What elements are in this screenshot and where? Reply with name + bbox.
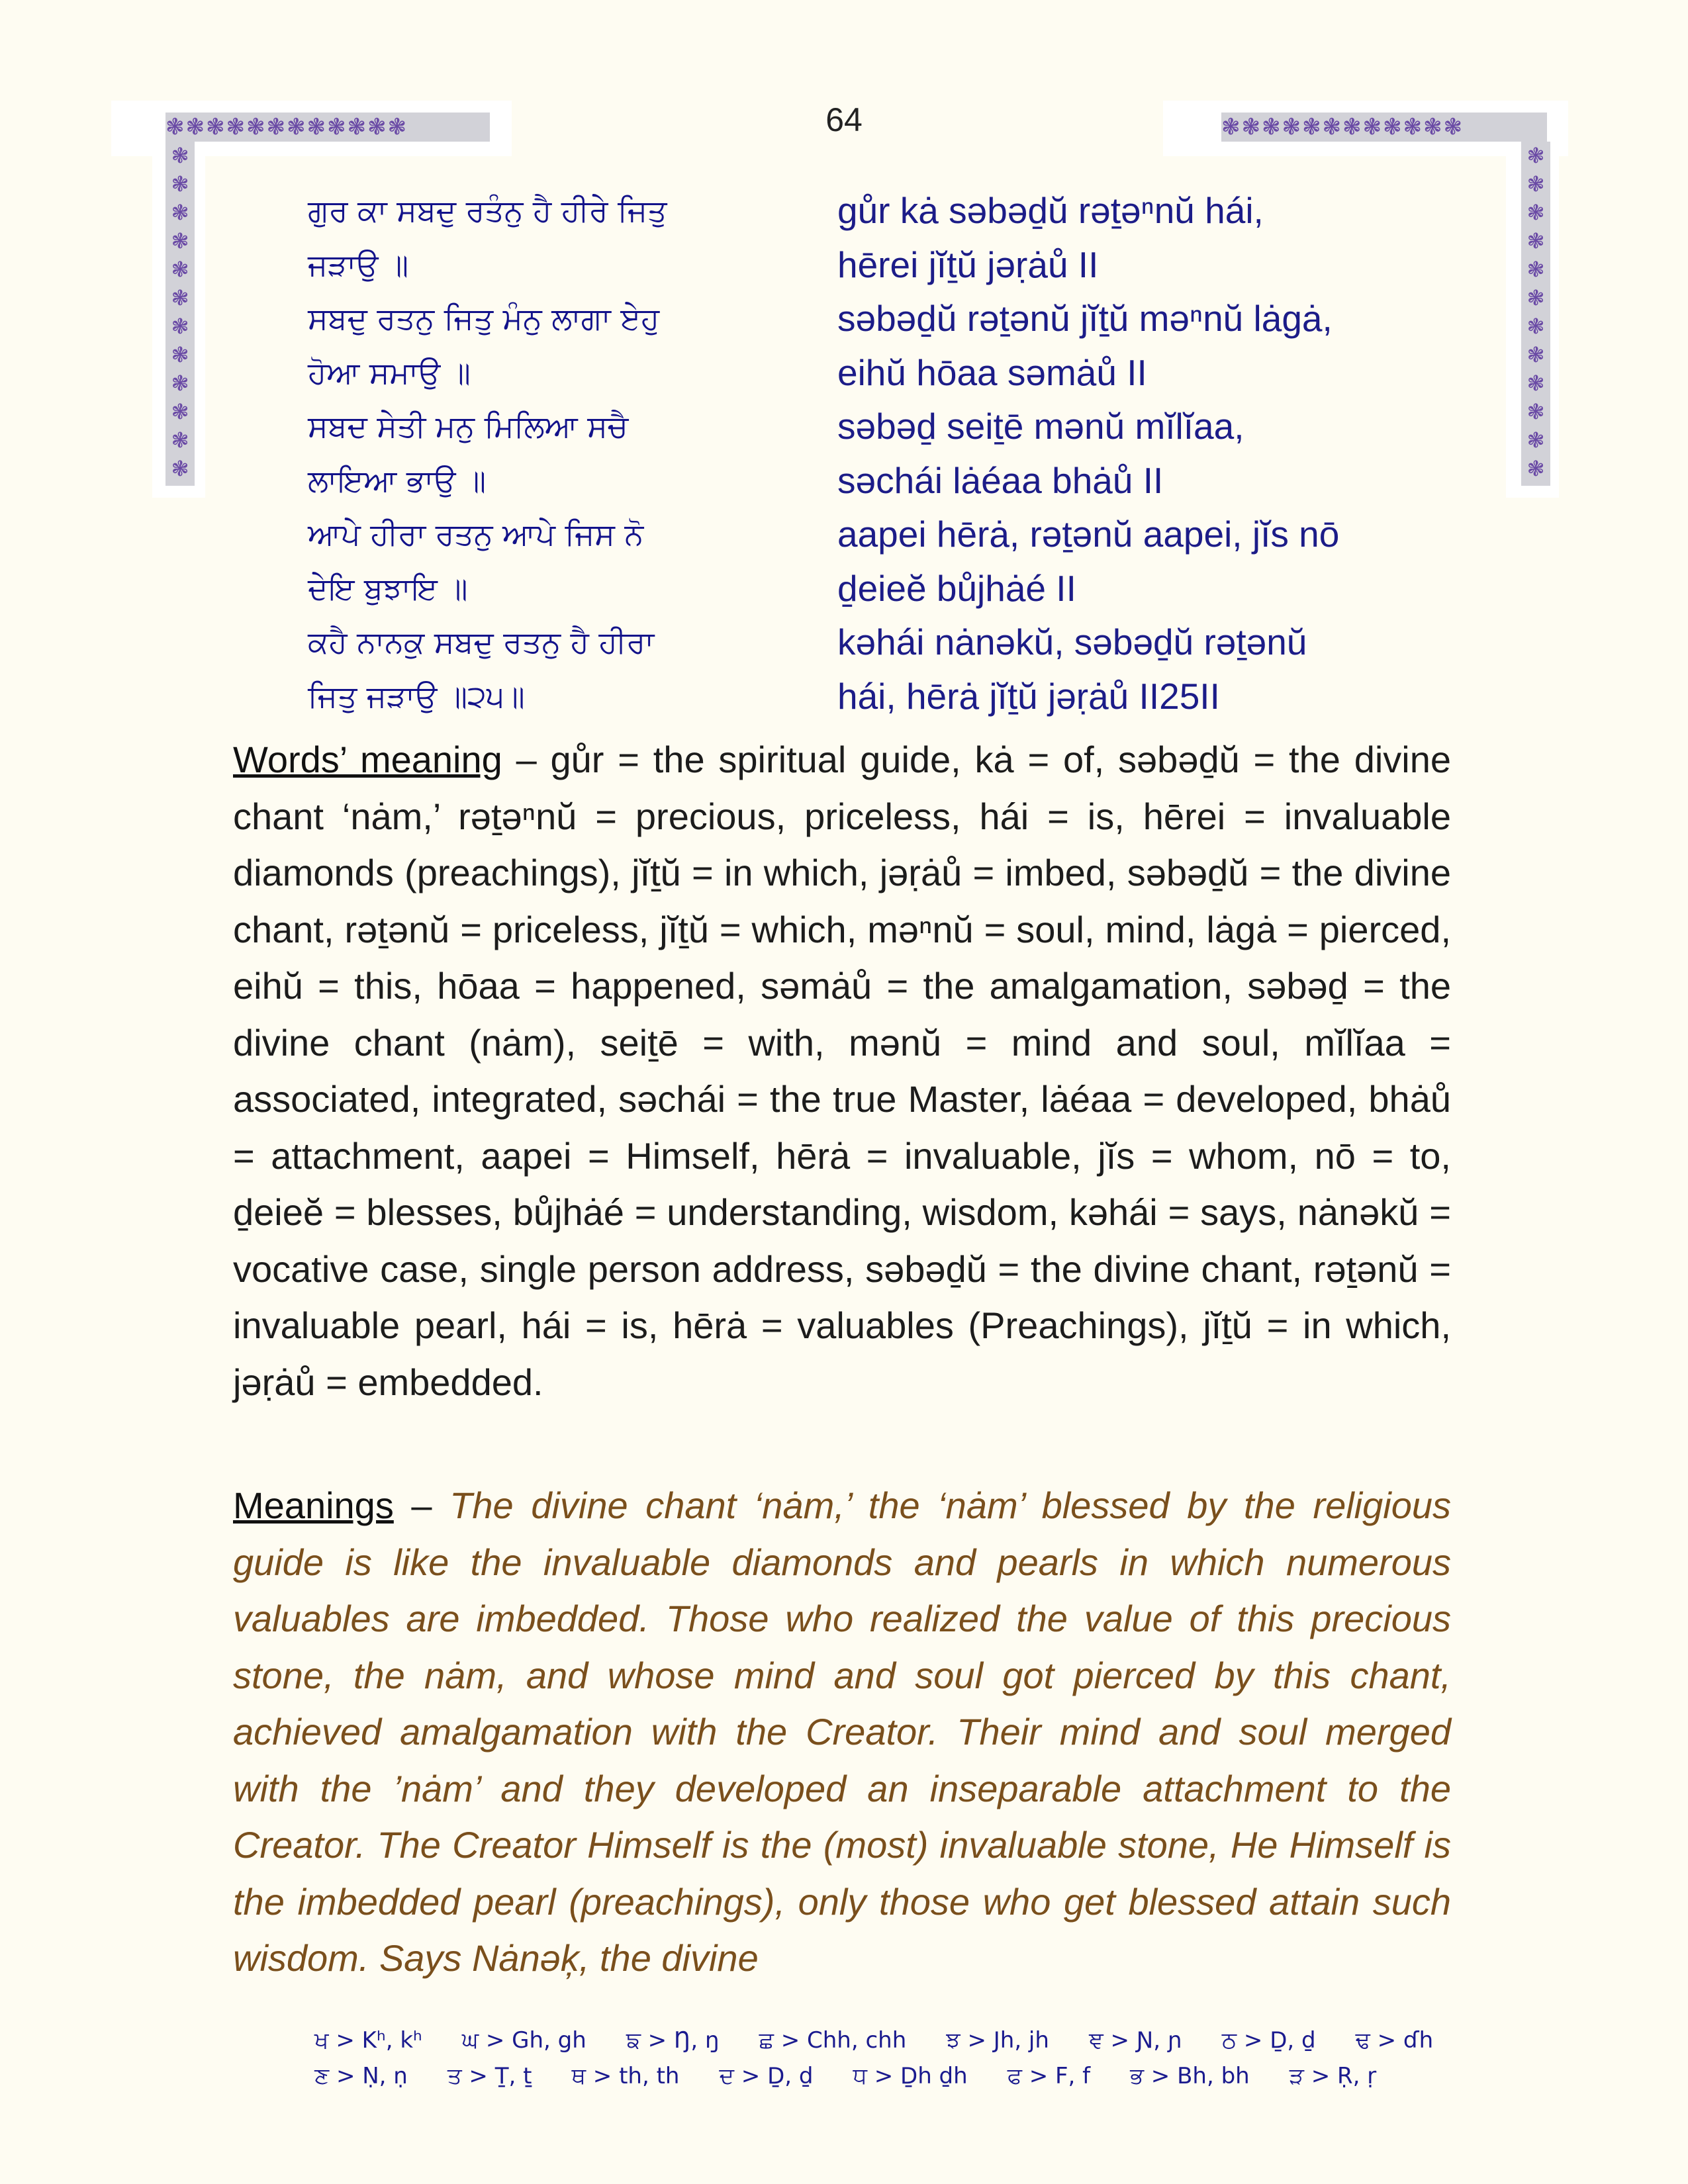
- key-entry: ਝ > Jh, jh: [946, 2027, 1049, 2054]
- gurmukhi-line: ਸਬਦੁ ਰਤਨੁ ਜਿਤੁ ਮੰਨੁ ਲਾਗਾ ਏਹੁ: [308, 300, 660, 336]
- star-ornament-icon: ❃: [171, 314, 189, 339]
- star-ornament-icon: ❃: [226, 114, 246, 140]
- star-ornament-icon: ❃: [171, 171, 189, 197]
- star-ornament-icon: ❃: [287, 114, 307, 140]
- key-entry: ਫ > F, f: [1007, 2063, 1091, 2089]
- key-entry: ਞ > Ɲ, ɲ: [1088, 2027, 1182, 2054]
- transliteration-line: ḏeieĕ bůjhȧé II: [837, 567, 1076, 609]
- star-border-top-left: [165, 113, 490, 142]
- star-ornament-icon: ❃: [387, 114, 408, 140]
- star-ornament-icon: ❃: [171, 456, 189, 481]
- transliteration-line: səbəḏŭ rəṯənŭ jĭṯŭ məⁿnŭ lȧgȧ,: [837, 298, 1333, 339]
- transliteration-line: hērei jĭṯŭ jəṛȧů II: [837, 244, 1099, 285]
- transliteration-line: aapei hērȧ, rəṯənŭ aapei, jĭs nō: [837, 514, 1340, 555]
- gurmukhi-line: ਲਾਇਆ ਭਾਉ ॥: [308, 462, 487, 498]
- star-ornament-icon: ❃: [347, 114, 367, 140]
- star-ornament-icon: ❃: [1383, 114, 1403, 140]
- meanings-paragraph: [233, 1477, 1451, 1987]
- gurmukhi-line: ਦੇਇ ਬੁਝਾਇ ॥: [308, 570, 468, 606]
- star-border-right: [1521, 142, 1550, 486]
- star-ornament-icon: ❃: [1526, 228, 1545, 253]
- key-entry: ਤ > Ṯ, ṯ: [447, 2063, 532, 2089]
- star-ornament-icon: ❃: [1362, 114, 1383, 140]
- star-ornament-icon: ❃: [1241, 114, 1262, 140]
- star-ornament-icon: ❃: [171, 200, 189, 225]
- star-ornament-icon: ❃: [1342, 114, 1363, 140]
- words-meaning-dash: –: [502, 739, 551, 780]
- star-ornament-icon: ❃: [1443, 114, 1464, 140]
- star-border-top-right: [1221, 113, 1547, 142]
- key-entry: ਙ > Ŋ, ŋ: [626, 2027, 720, 2054]
- star-ornament-icon: ❃: [1526, 456, 1545, 481]
- star-ornament-icon: ❃: [1403, 114, 1423, 140]
- gurmukhi-line: ਕਹੈ ਨਾਨਕੁ ਸਬਦੁ ਰਤਨੁ ਹੈ ਹੀਰਾ: [308, 624, 655, 660]
- star-ornament-icon: ❃: [171, 399, 189, 424]
- transliteration-key-row-2: [314, 2063, 1376, 2089]
- star-border-left: [165, 142, 195, 486]
- words-meaning-label: Words’ meaning: [233, 739, 502, 780]
- page-number: 64: [825, 101, 863, 138]
- star-ornament-icon: ❃: [1302, 114, 1323, 140]
- star-ornament-icon: ❃: [1526, 342, 1545, 367]
- transliteration-line: hái, hērȧ jĭṯŭ jəṛȧů II25II: [837, 675, 1220, 717]
- key-entry: ੜ > Ṛ, ṛ: [1289, 2063, 1377, 2089]
- star-ornament-icon: ❃: [246, 114, 267, 140]
- star-ornament-icon: ❃: [306, 114, 327, 140]
- star-ornament-icon: ❃: [1221, 114, 1242, 140]
- star-ornament-icon: ❃: [1526, 428, 1545, 453]
- transliteration-line: səbəḏ seiṯē mənŭ mĭlĭaa,: [837, 406, 1244, 447]
- words-meaning-paragraph: [233, 731, 1451, 1410]
- key-entry: ਖ > Kʰ, kʰ: [314, 2027, 422, 2054]
- star-ornament-icon: ❃: [171, 228, 189, 253]
- star-ornament-icon: ❃: [1526, 314, 1545, 339]
- star-ornament-icon: ❃: [171, 285, 189, 310]
- star-ornament-icon: ❃: [1262, 114, 1282, 140]
- star-ornament-icon: ❃: [171, 371, 189, 396]
- transliteration-line: səchái lȧéaa bhȧů II: [837, 459, 1164, 501]
- star-ornament-icon: ❃: [171, 257, 189, 282]
- star-ornament-icon: ❃: [1526, 143, 1545, 168]
- transliteration-line: eihŭ hōaa səmȧů II: [837, 351, 1147, 393]
- meanings-text: The divine chant ‘nȧm,’ the ‘nȧm’ blessed by the religious guide is like the invaluable diamonds and pearls in which numerous valuables are imbedded. Those who realized the value of this precious stone, the nȧm, and whose mind and soul got pierced by this chant, achieved amalgamation with the Creator. Their mind and soul merged with the ’nȧm’ and they developed an inseparable attachment to the Creator. The Creator Himself is the (most) invaluable stone, He Himself is the imbedded pearl (preachings), only those who get blessed attain such wisdom. Says Nȧnəķ, the divine: [233, 1484, 1452, 1979]
- gurmukhi-line: ਹੋਆ ਸਮਾਉ ॥: [308, 354, 471, 390]
- star-ornament-icon: ❃: [171, 143, 189, 168]
- star-ornament-icon: ❃: [206, 114, 226, 140]
- star-ornament-icon: ❃: [171, 428, 189, 453]
- words-meaning-text: gůr = the spiritual guide, kȧ = of, səbəḏŭ = the divine chant ‘nȧm,’ rəṯəⁿnŭ = precious, priceless, hái = is, hērei = invaluable diamonds (preachings), jĭṯŭ = in which, jəṛȧů = imbed, səbəḏŭ = the divine chant, rəṯənŭ = priceless, jĭṯŭ = which, məⁿnŭ = soul, mind, lȧgȧ = pierced, eihŭ = this, hōaa = happened, səmȧů = the amalgamation, səbəḏ = the divine chant (nȧm), seiṯē = with, mənŭ = mind and soul, mĭlĭaa = associated, integrated, səchái = the true Master, lȧéaa = developed, bhȧů = attachment, aapei = Himself, hērȧ = invaluable, jĭs = whom, nō = to, ḏeieĕ = blesses, bůjhȧé = understanding, wisdom, kəhái = says, nȧnəkŭ = vocative case, single person address, səbəḏŭ = the divine chant, rəṯənŭ = invaluable pearl, hái = is, hērȧ = valuables (Preachings), jĭṯŭ = in which, jəṛȧů = embedded.: [233, 739, 1452, 1403]
- gurmukhi-line: ਆਪੇ ਹੀਰਾ ਰਤਨੁ ਆਪੇ ਜਿਸ ਨੋ: [308, 516, 644, 552]
- star-ornament-icon: ❃: [185, 114, 206, 140]
- star-ornament-icon: ❃: [171, 342, 189, 367]
- key-entry: ਛ > Chh, chh: [759, 2027, 907, 2054]
- gurmukhi-line: ਸਬਦ ਸੇਤੀ ਮਨੁ ਮਿਲਿਆ ਸਚੈ: [308, 408, 628, 444]
- star-ornament-icon: ❃: [266, 114, 287, 140]
- star-ornament-icon: ❃: [1526, 371, 1545, 396]
- key-entry: ਥ > th, th: [571, 2063, 680, 2089]
- star-ornament-icon: ❃: [327, 114, 348, 140]
- star-ornament-icon: ❃: [1526, 257, 1545, 282]
- key-entry: ਣ > Ṇ, ṇ: [314, 2063, 408, 2089]
- key-entry: ਧ > Ḏh ḏh: [853, 2063, 968, 2089]
- gurmukhi-line: ਜਿਤੁ ਜੜਾਉ ॥੨੫॥: [308, 678, 525, 714]
- star-ornament-icon: ❃: [1526, 200, 1545, 225]
- key-entry: ਭ > Bh, bh: [1130, 2063, 1250, 2089]
- star-ornament-icon: ❃: [165, 114, 186, 140]
- star-ornament-icon: ❃: [1282, 114, 1302, 140]
- transliteration-key-row-1: [314, 2027, 1433, 2054]
- transliteration-line: kəhái nȧnəkŭ, səbəḏŭ rəṯənŭ: [837, 621, 1307, 662]
- key-entry: ਘ > Gh, gh: [461, 2027, 586, 2054]
- star-ornament-icon: ❃: [1526, 285, 1545, 310]
- transliteration-line: gůr kȧ səbəḏŭ rəṯəⁿnŭ hái,: [837, 190, 1264, 231]
- star-ornament-icon: ❃: [1526, 171, 1545, 197]
- star-ornament-icon: ❃: [367, 114, 388, 140]
- key-entry: ਢ > ɗh: [1355, 2027, 1434, 2054]
- star-ornament-icon: ❃: [1423, 114, 1444, 140]
- meanings-label: Meanings: [233, 1484, 394, 1526]
- gurmukhi-line: ਗੁਰ ਕਾ ਸਬਦੁ ਰਤੰਨੁ ਹੈ ਹੀਰੇ ਜਿਤੁ: [308, 193, 667, 228]
- key-entry: ਦ > Ḏ, ḏ: [719, 2063, 814, 2089]
- star-ornament-icon: ❃: [1526, 399, 1545, 424]
- meanings-dash: –: [393, 1484, 450, 1526]
- key-entry: ਠ > Ḏ, ḏ: [1221, 2027, 1316, 2054]
- gurmukhi-line: ਜੜਾਉ ॥: [308, 246, 409, 283]
- verse-block: [308, 184, 1367, 727]
- star-ornament-icon: ❃: [1322, 114, 1342, 140]
